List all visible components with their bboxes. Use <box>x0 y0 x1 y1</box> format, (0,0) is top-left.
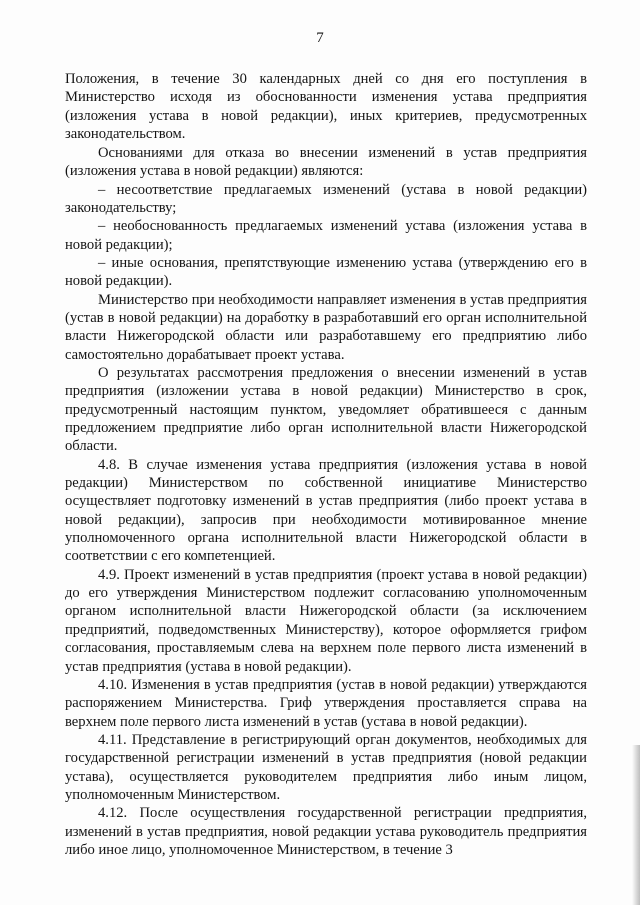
clause-4-8: 4.8. В случае изменения устава предприятия (изложения устава в новой редакции) Министерством по собственной инициативе Министерство осуществляет подготовку изменений в устав предприятия (либо проект устава в новой редакции), запросив при необходимости мотивированное мнение уполномоченного органа исполнительной власти Нижегородской области в соответствии с его компетенцией. <box>65 456 587 565</box>
paragraph-continuation: Положения, в течение 30 календарных дней со дня его поступления в Министерство исходя из обоснованности изменения устава предприятия (изложения устава в новой редакции), иных критериев, предусмотренных законодательством. <box>65 71 587 143</box>
list-item-other-grounds: – иные основания, препятствующие изменению устава (утверждению его в новой редакции). <box>65 254 587 290</box>
scan-edge-shadow <box>632 745 640 905</box>
clause-4-12: 4.12. После осуществления государственной регистрации предприятия, изменений в устав предприятия, новой редакции устава руководитель предприятия либо иное лицо, уполномоченное Министерством, в течение 3 <box>65 805 587 858</box>
list-item-noncompliance: – несоответствие предлагаемых изменений (устава в новой редакции) законодательству; <box>65 181 587 216</box>
list-item-unfounded: – необоснованность предлагаемых изменений устава (изложения устава в новой редакции); <box>65 218 587 253</box>
clause-4-9: 4.9. Проект изменений в устав предприятия (проект устава в новой редакции) до его утверждения Министерством подлежит согласованию уполномоченным органом исполнительной власти Нижегородской области (за исключением предприятий, подведомственных Министерству), которое оформляется грифом согласования, проставляемым слева на верхнем поле первого листа изменений в устав предприятия (устава в новой редакции). <box>65 566 587 675</box>
document-body <box>65 70 587 859</box>
paragraph-results-notice: О результатах рассмотрения предложения о внесении изменений в устав предприятия (изложении устава в новой редакции) Министерство в срок, предусмотренный настоящим пунктом, уведомляет обратившееся с данным предложением предприятие либо орган исполнительной власти Нижегородской области. <box>65 365 587 455</box>
page-number: 7 <box>316 30 324 46</box>
paragraph-revision: Министерство при необходимости направляет изменения в устав предприятия (устав в новой редакции) на доработку в разработавший его орган исполнительной власти Нижегородской области или разработавшему его предприятию либо самостоятельно дорабатывает проект устава. <box>65 291 587 363</box>
clause-4-10: 4.10. Изменения в устав предприятия (устав в новой редакции) утверждаются распоряжением Министерства. Гриф утверждения проставляется справа на верхнем поле первого листа изменений в устав (устава в новой редакции). <box>65 676 587 730</box>
clause-4-11: 4.11. Представление в регистрирующий орган документов, необходимых для государственной регистрации изменений в устав предприятия (новой редакции устава), осуществляется руководителем предприятия либо иным лицом, уполномоченным Министерством. <box>65 731 587 803</box>
paragraph-refusal-grounds: Основаниями для отказа во внесении изменений в устав предприятия (изложения устава в новой редакции) являются: <box>65 144 587 180</box>
